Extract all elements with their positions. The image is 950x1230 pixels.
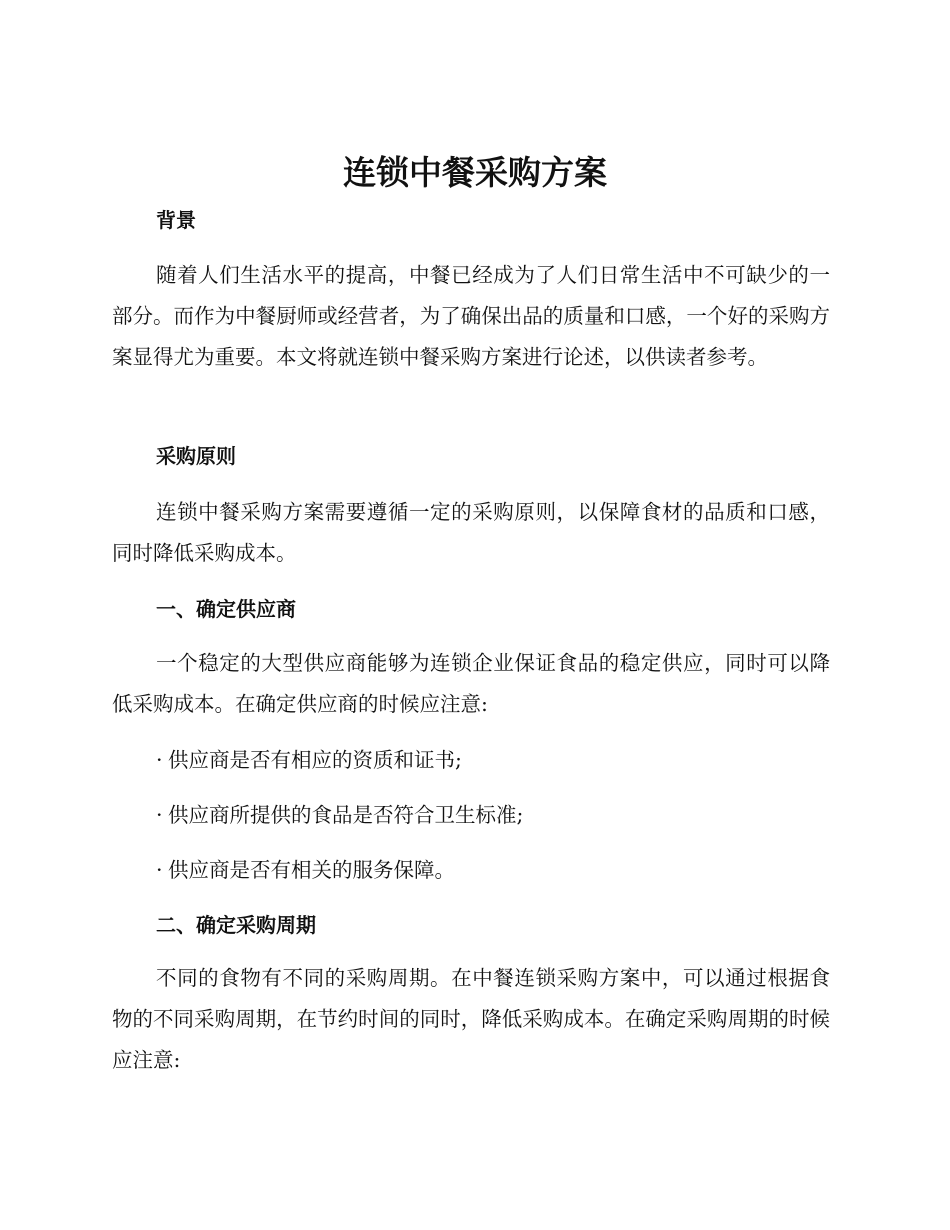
bullet-marker: · xyxy=(156,748,163,772)
paragraph-principle: 连锁中餐采购方案需要遵循一定的采购原则，以保障食材的品质和口感，同时降低采购成本。 xyxy=(112,500,830,565)
bullet-marker: · xyxy=(156,803,163,827)
paragraph-supplier: 一个稳定的大型供应商能够为连锁企业保证食品的稳定供应，同时可以降低采购成本。在确定供应商的时候应注意: xyxy=(112,651,830,716)
section-heading-cycle: 二、确定采购周期 xyxy=(156,913,316,937)
list-item xyxy=(156,855,455,885)
list-item xyxy=(156,745,462,775)
bullet-text: 供应商是否有相关的服务保障。 xyxy=(168,858,455,882)
section-heading-principle: 采购原则 xyxy=(156,444,236,468)
document-title: 连锁中餐采购方案 xyxy=(343,153,607,192)
section-heading-supplier: 一、确定供应商 xyxy=(156,597,296,621)
bullet-text: 供应商是否有相应的资质和证书; xyxy=(168,748,462,772)
list-item xyxy=(156,800,523,830)
bullet-marker: · xyxy=(156,858,163,882)
paragraph-cycle: 不同的食物有不同的采购周期。在中餐连锁采购方案中，可以通过根据食物的不同采购周期，在节约时间的同时，降低采购成本。在确定采购周期的时候应注意: xyxy=(112,966,830,1072)
paragraph-background: 随着人们生活水平的提高，中餐已经成为了人们日常生活中不可缺少的一部分。而作为中餐厨师或经营者，为了确保出品的质量和口感，一个好的采购方案显得尤为重要。本文将就连锁中餐采购方案进行论述，以供读者参考。 xyxy=(112,263,830,369)
section-heading-background: 背景 xyxy=(156,208,196,232)
bullet-text: 供应商所提供的食品是否符合卫生标准; xyxy=(168,803,524,827)
